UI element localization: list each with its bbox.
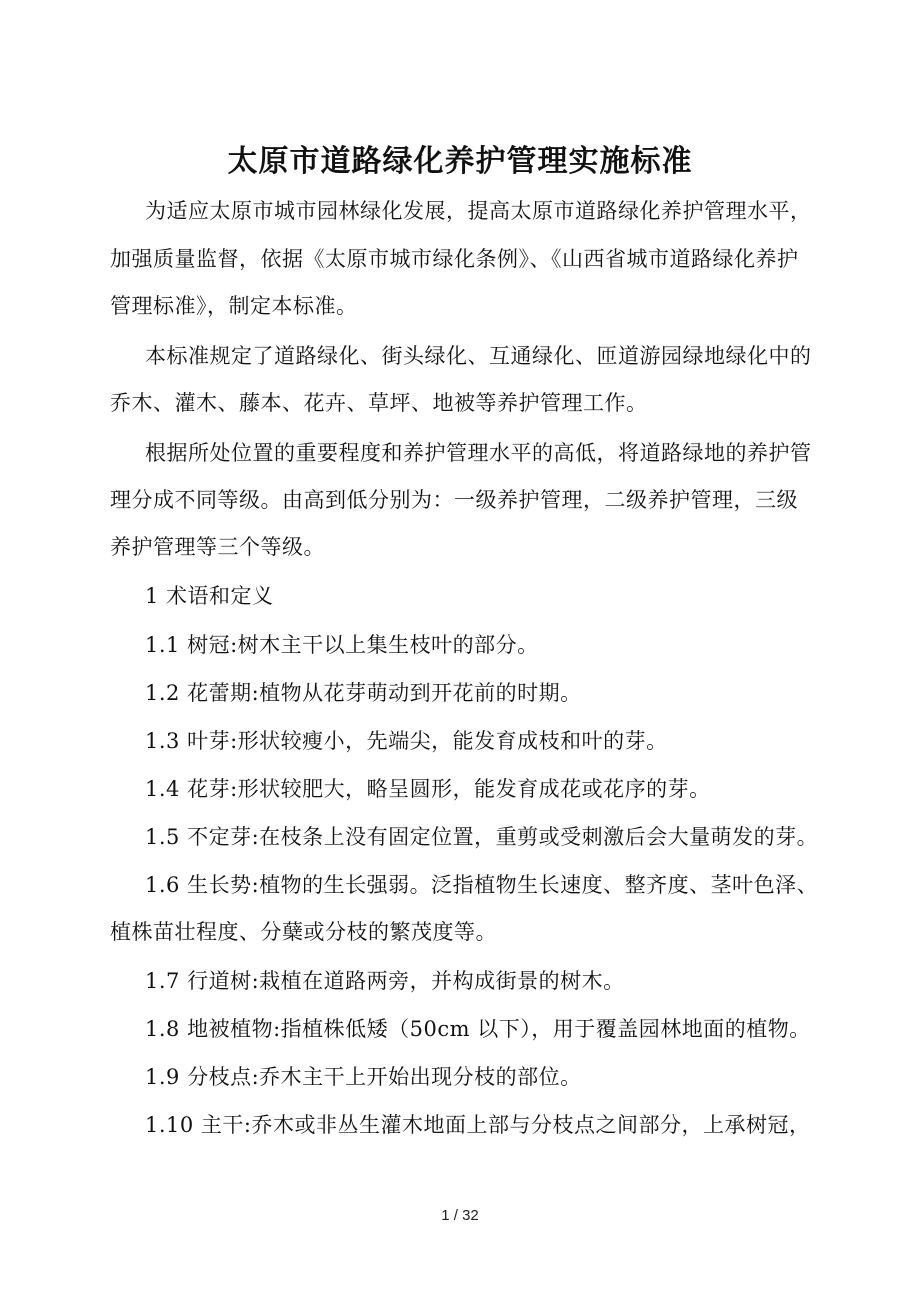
levels-line-2: 理分成不同等级。由高到低分别为：一级养护管理，二级养护管理，三级 [110, 488, 798, 512]
page-number: 1 / 32 [441, 1207, 479, 1224]
section-heading: 1 术语和定义 [145, 584, 274, 608]
scope-line-2: 乔木、灌木、藤本、花卉、草坪、地被等养护管理工作。 [110, 391, 648, 415]
intro-line-1: 为适应太原市城市园林绿化发展，提高太原市道路绿化养护管理水平， [145, 199, 812, 223]
term-1-3: 1.3 叶芽:形状较瘦小，先端尖，能发育成枝和叶的芽。 [145, 729, 668, 753]
term-1-4: 1.4 花芽:形状较肥大，略呈圆形，能发育成花或花序的芽。 [145, 777, 711, 801]
term-1-1: 1.1 树冠:树木主干以上集生枝叶的部分。 [145, 633, 539, 657]
document-title: 太原市道路绿化养护管理实施标准 [227, 144, 693, 179]
levels-line-3: 养护管理等三个等级。 [110, 535, 325, 559]
term-1-8: 1.8 地被植物:指植株低矮（50cm 以下），用于覆盖园林地面的植物。 [145, 1017, 811, 1041]
term-1-6-line-1: 1.6 生长势:植物的生长强弱。泛指植物生长速度、整齐度、茎叶色泽、 [145, 873, 819, 897]
intro-line-3: 管理标准》，制定本标准。 [110, 294, 358, 318]
term-1-10: 1.10 主干:乔木或非丛生灌木地面上部与分枝点之间部分，上承树冠， [145, 1113, 811, 1137]
term-1-2: 1.2 花蕾期:植物从花芽萌动到开花前的时期。 [145, 681, 582, 705]
scope-line-1: 本标准规定了道路绿化、街头绿化、互通绿化、匝道游园绿地绿化中的 [145, 344, 812, 368]
term-1-9: 1.9 分枝点:乔木主干上开始出现分枝的部位。 [145, 1065, 582, 1089]
intro-line-2: 加强质量监督，依据《太原市城市绿化条例》、《山西省城市道路绿化养护 [110, 247, 799, 271]
levels-line-1: 根据所处位置的重要程度和养护管理水平的高低，将道路绿地的养护管 [145, 441, 812, 465]
term-1-7: 1.7 行道树:栽植在道路两旁，并构成街景的树木。 [145, 969, 625, 993]
term-1-5: 1.5 不定芽:在枝条上没有固定位置，重剪或受刺激后会大量萌发的芽。 [145, 825, 819, 849]
term-1-6-line-2: 植株苗壮程度、分蘖或分枝的繁茂度等。 [110, 920, 497, 944]
